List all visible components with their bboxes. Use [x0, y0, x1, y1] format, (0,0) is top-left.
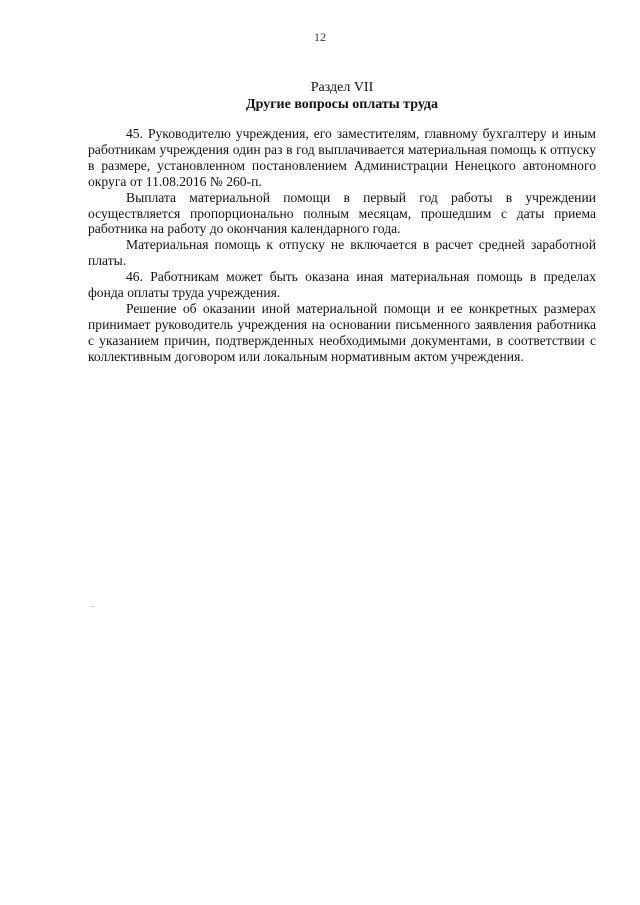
- paragraph-average-salary-exclusion: Материальная помощь к отпуску не включается в расчет средней заработной платы.: [88, 237, 596, 269]
- section-heading: [88, 79, 596, 113]
- paragraph-first-year-payment: Выплата материальной помощи в первый год работы в учреждении осуществляется пропорционально полным месяцам, прошедшим с даты приема работника на работу до окончания календарного года.: [88, 189, 596, 237]
- document-body: [88, 126, 596, 365]
- section-title: Другие вопросы оплаты труда: [245, 97, 439, 112]
- scan-artifact-dot: [92, 606, 93, 607]
- section-label: Раздел VII: [310, 80, 374, 95]
- paragraph-decision-on-aid: Решение об оказании иной материальной помощи и ее конкретных размерах принимает руководитель учреждения на основании письменного заявления работника с указанием причин, подтвержденных необходимыми документами, в соответствии с коллективным договором или локальным нормативным актом учреждения.: [88, 300, 596, 364]
- page-number: 12: [314, 30, 326, 44]
- paragraph-46-other-aid: 46. Работникам может быть оказана иная материальная помощь в пределах фонда оплаты труда учреждения.: [88, 269, 596, 301]
- paragraph-45-material-aid: 45. Руководителю учреждения, его заместителям, главному бухгалтеру и иным работникам учреждения один раз в год выплачивается материальная помощь к отпуску в размере, установленном постановлением Администрации Ненецкого автономного округа от 11.08.2016 № 260-п.: [88, 126, 596, 189]
